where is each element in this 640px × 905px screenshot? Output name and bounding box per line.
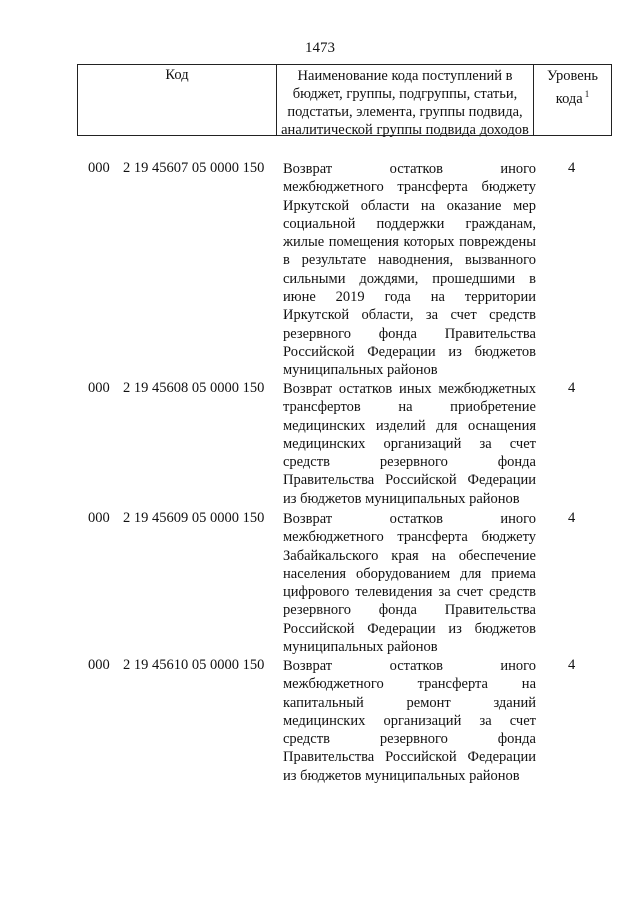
description-line: Забайкальского края на обеспечение — [283, 547, 536, 564]
header-code: Код — [78, 65, 277, 135]
revenue-description — [283, 160, 536, 380]
description-line: из бюджетов муниципальных районов — [283, 767, 520, 784]
footnote-marker: 1 — [584, 89, 590, 99]
header-level-line2 — [534, 85, 611, 108]
header-name — [277, 65, 534, 138]
description-line: резервного фонда Правительства — [283, 325, 536, 342]
admin-code: 000 — [88, 160, 110, 176]
revenue-description — [283, 510, 536, 656]
header-level — [534, 65, 611, 135]
admin-code: 000 — [88, 380, 110, 396]
description-line: медицинских организаций за счет — [283, 435, 536, 452]
description-line: Возврат остатков иных межбюджетных — [283, 381, 536, 397]
description-line: цифрового телевидения за счет средств — [283, 584, 536, 601]
revenue-description — [283, 657, 536, 785]
admin-code: 000 — [88, 510, 110, 526]
description-line: медицинских изделий для оснащения — [283, 417, 536, 434]
revenue-code: 2 19 45607 05 0000 150 — [123, 160, 265, 176]
description-line: капитальный ремонт зданий — [283, 694, 536, 711]
level-value: 4 — [568, 380, 576, 396]
revenue-code: 2 19 45609 05 0000 150 — [123, 510, 265, 526]
description-line: медицинских организаций за счет — [283, 712, 536, 729]
description-line: Возврат остатков иного — [283, 658, 536, 674]
level-value: 4 — [568, 160, 576, 176]
revenue-description — [283, 380, 536, 508]
header-level-kod: кода — [555, 91, 583, 107]
description-line: межбюджетного трансферта бюджету — [283, 179, 536, 196]
description-line: Иркутской области, за счет средств — [283, 307, 536, 324]
admin-code: 000 — [88, 657, 110, 673]
level-value: 4 — [568, 510, 576, 526]
description-line: июне 2019 года на территории — [283, 289, 536, 306]
header-name-line: аналитической группы подвида доходов — [281, 122, 529, 138]
description-line: муниципальных районов — [283, 362, 438, 379]
header-name-line: Наименование кода поступлений в — [297, 68, 513, 84]
header-name-line: подстатьи, элемента, группы подвида, — [287, 104, 523, 120]
description-line: жилые помещения которых повреждены — [283, 234, 536, 251]
page-number: 1473 — [305, 40, 335, 56]
description-line: средств резервного фонда — [283, 731, 536, 748]
description-line: Правительства Российской Федерации — [283, 472, 536, 489]
description-line: средств резервного фонда — [283, 454, 536, 471]
description-line: трансфертов на приобретение — [283, 399, 536, 416]
description-line: Российской Федерации из бюджетов — [283, 343, 536, 360]
revenue-code: 2 19 45610 05 0000 150 — [123, 657, 265, 673]
description-line: Российской Федерации из бюджетов — [283, 620, 536, 637]
description-line: социальной поддержки гражданам, — [283, 215, 536, 232]
description-line: сильными дождями, прошедшими в — [283, 270, 536, 287]
description-line: муниципальных районов — [283, 639, 438, 656]
description-line: Правительства Российской Федерации — [283, 749, 536, 766]
description-line: Возврат остатков иного — [283, 161, 536, 177]
level-value: 4 — [568, 657, 576, 673]
revenue-code: 2 19 45608 05 0000 150 — [123, 380, 265, 396]
description-line: межбюджетного трансферта бюджету — [283, 529, 536, 546]
description-line: Иркутской области на оказание мер — [283, 197, 536, 214]
description-line: межбюджетного трансферта на — [283, 676, 536, 693]
description-line: Возврат остатков иного — [283, 511, 536, 527]
header-level-line1: Уровень — [546, 68, 599, 84]
description-line: резервного фонда Правительства — [283, 602, 536, 619]
description-line: в результате наводнения, вызванного — [283, 252, 536, 269]
description-line: из бюджетов муниципальных районов — [283, 490, 520, 507]
description-line: населения оборудованием для приема — [283, 565, 536, 582]
table-header — [77, 64, 612, 136]
header-name-line: бюджет, группы, подгруппы, статьи, — [292, 86, 518, 102]
